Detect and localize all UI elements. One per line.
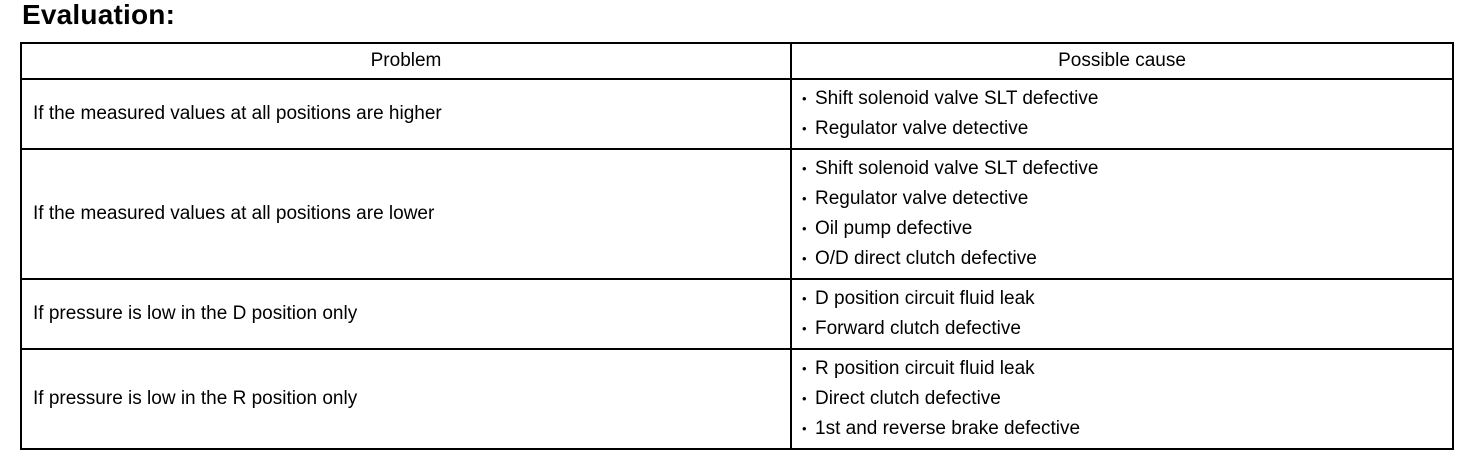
cause-text: Direct clutch defective — [815, 388, 1001, 409]
list-item — [802, 214, 1452, 244]
list-item — [802, 84, 1452, 114]
cause-cell — [791, 279, 1453, 349]
problem-cell: If pressure is low in the R position only — [21, 349, 791, 449]
problem-cell: If pressure is low in the D position only — [21, 279, 791, 349]
cause-cell — [791, 149, 1453, 279]
cause-text: Shift solenoid valve SLT defective — [815, 88, 1099, 109]
list-item — [802, 314, 1452, 344]
cause-text: 1st and reverse brake defective — [815, 418, 1081, 439]
evaluation-table — [20, 42, 1454, 450]
table-row — [21, 149, 1453, 279]
list-item — [802, 414, 1452, 444]
cause-text: Oil pump defective — [815, 218, 973, 239]
table-row — [21, 349, 1453, 449]
page-heading: Evaluation: — [22, 0, 176, 30]
list-item — [802, 154, 1452, 184]
bullet-icon: • — [802, 291, 807, 306]
cause-list — [802, 354, 1452, 444]
cause-list — [802, 84, 1452, 144]
table-header-row — [21, 43, 1453, 79]
column-header-problem: Problem — [21, 43, 791, 79]
bullet-icon: • — [802, 91, 807, 106]
table-row — [21, 79, 1453, 149]
problem-cell: If the measured values at all positions are higher — [21, 79, 791, 149]
cause-text: D position circuit fluid leak — [815, 288, 1035, 309]
cause-cell — [791, 349, 1453, 449]
cause-cell — [791, 79, 1453, 149]
problem-cell: If the measured values at all positions are lower — [21, 149, 791, 279]
list-item — [802, 114, 1452, 144]
bullet-icon: • — [802, 121, 807, 136]
cause-text: R position circuit fluid leak — [815, 358, 1035, 379]
cause-list — [802, 284, 1452, 344]
cause-text: O/D direct clutch defective — [815, 248, 1037, 269]
list-item — [802, 244, 1452, 274]
bullet-icon: • — [802, 421, 807, 436]
bullet-icon: • — [802, 191, 807, 206]
cause-text: Forward clutch defective — [815, 318, 1021, 339]
column-header-possible-cause: Possible cause — [791, 43, 1453, 79]
bullet-icon: • — [802, 361, 807, 376]
list-item — [802, 184, 1452, 214]
cause-list — [802, 154, 1452, 274]
table-row — [21, 279, 1453, 349]
cause-text: Shift solenoid valve SLT defective — [815, 158, 1099, 179]
bullet-icon: • — [802, 161, 807, 176]
bullet-icon: • — [802, 221, 807, 236]
cause-text: Regulator valve detective — [815, 188, 1029, 209]
bullet-icon: • — [802, 391, 807, 406]
bullet-icon: • — [802, 321, 807, 336]
list-item — [802, 284, 1452, 314]
bullet-icon: • — [802, 251, 807, 266]
cause-text: Regulator valve detective — [815, 118, 1029, 139]
list-item — [802, 384, 1452, 414]
list-item — [802, 354, 1452, 384]
